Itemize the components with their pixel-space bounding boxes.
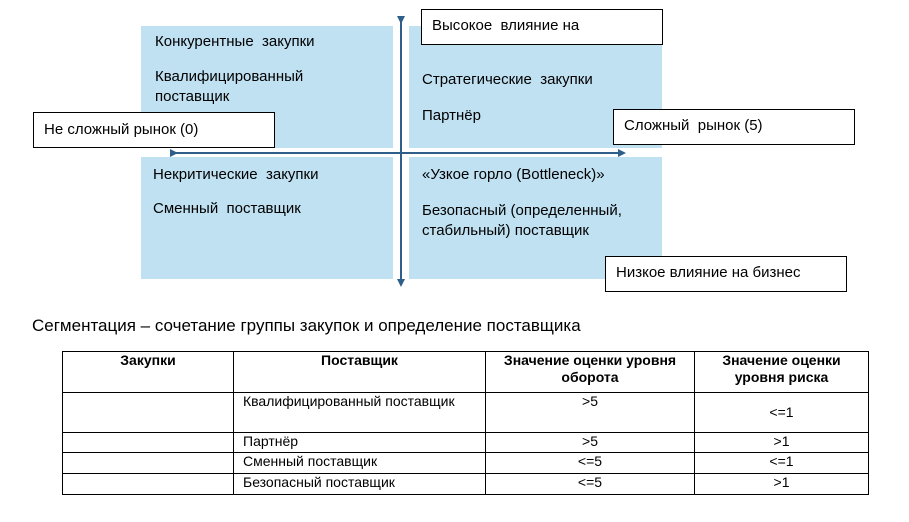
simple-market-label: Не сложный рынок (0) — [33, 112, 275, 148]
table-row — [63, 474, 869, 495]
bottleneck-title: «Узкое горло (Bottleneck)» — [422, 166, 605, 183]
low-impact-label: Низкое влияние на бизнес — [605, 256, 847, 292]
header-turnover: Значение оценки уровня оборота — [486, 352, 695, 393]
cell-supplier: Квалифицированный поставщик — [234, 393, 486, 433]
noncritical-supplier: Сменный поставщик — [153, 200, 301, 217]
cell-supplier: Партнёр — [234, 433, 486, 453]
strategic-supplier: Партнёр — [422, 107, 481, 124]
cell-turnover: >5 — [486, 433, 695, 453]
competitive-title: Конкурентные закупки — [155, 33, 315, 50]
table-row — [63, 433, 869, 453]
table-row — [63, 453, 869, 474]
cell-turnover: >5 — [486, 393, 695, 433]
segmentation-table — [62, 351, 869, 495]
segmentation-caption: Сегментация – сочетание группы закупок и определение поставщика — [32, 316, 581, 335]
table-row — [63, 393, 869, 433]
high-impact-label: Высокое влияние на — [421, 9, 663, 45]
cell-risk: <=1 — [695, 453, 869, 474]
cell-purchase — [63, 433, 234, 453]
cell-risk: <=1 — [695, 393, 869, 433]
bottleneck-supplier: Безопасный (определенный, стабильный) поставщик — [422, 202, 622, 239]
cell-turnover: <=5 — [486, 474, 695, 495]
cell-supplier: Сменный поставщик — [234, 453, 486, 474]
header-supplier: Поставщик — [234, 352, 486, 393]
competitive-supplier: Квалифицированный поставщик — [155, 68, 304, 105]
cell-purchase — [63, 393, 234, 433]
table-header-row — [63, 352, 869, 393]
cell-turnover: <=5 — [486, 453, 695, 474]
cell-purchase — [63, 474, 234, 495]
header-risk: Значение оценки уровня риска — [695, 352, 869, 393]
cell-purchase — [63, 453, 234, 474]
cell-risk: >1 — [695, 433, 869, 453]
cell-supplier: Безопасный поставщик — [234, 474, 486, 495]
complex-market-label: Сложный рынок (5) — [613, 109, 855, 145]
cell-risk: >1 — [695, 474, 869, 495]
noncritical-title: Некритические закупки — [153, 166, 319, 183]
strategic-title: Стратегические закупки — [422, 71, 593, 88]
header-purchases: Закупки — [63, 352, 234, 393]
